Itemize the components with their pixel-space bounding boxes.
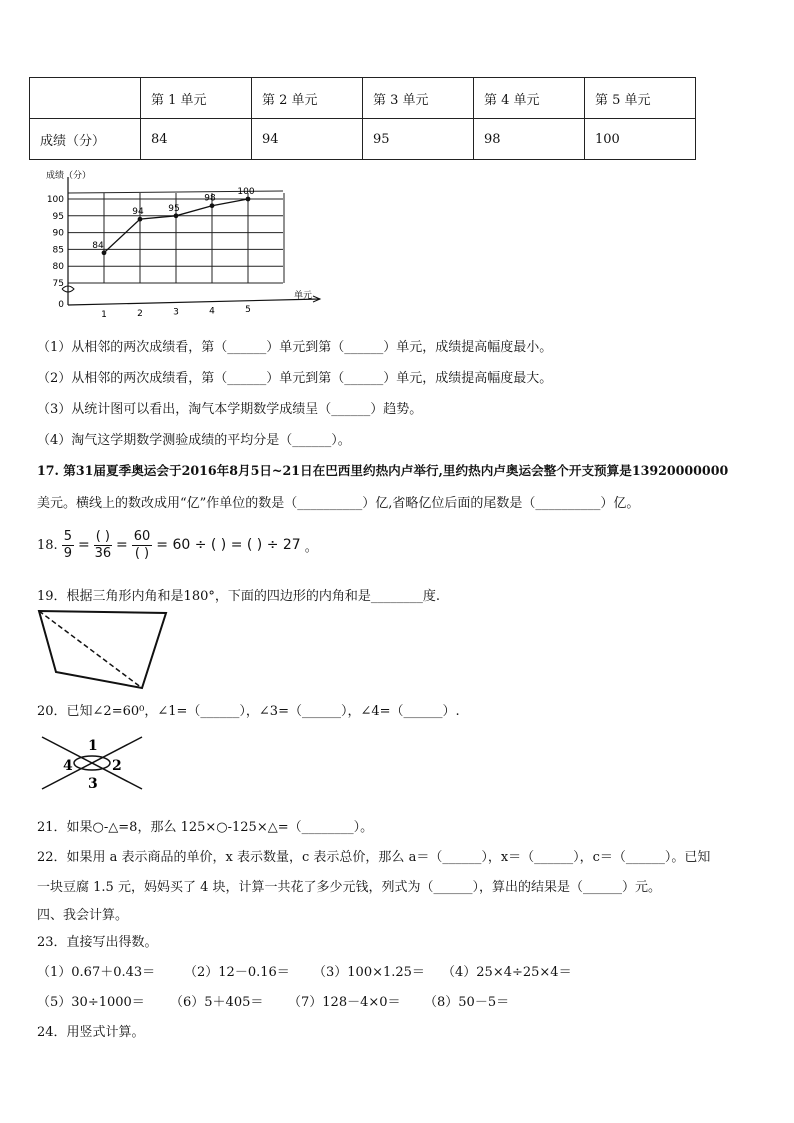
q23-item-4: （4）25×4÷25×4＝ [442,965,572,980]
q23-item-5: （5）30÷1000＝ [37,995,145,1010]
q24-title: 24．用竖式计算。 [37,1025,145,1040]
q16-sub2: （2）从相邻的两次成绩看，第（______）单元到第（______）单元，成绩提高幅度最大。 [37,371,553,386]
diagonal-dashed [39,611,142,688]
table-row [30,119,696,160]
equals-sign: = [77,537,90,553]
q23-item-8: （8）50－5＝ [424,995,510,1010]
x-tick-label: 3 [173,307,179,318]
y-tick-label: 80 [52,262,64,273]
x-tick-label: 2 [137,308,143,319]
chart-axes [47,177,320,320]
angle-label-1: 1 [88,738,98,754]
data-point [102,250,107,255]
y-tick-label: 0 [58,300,64,310]
data-label: 84 [92,240,104,251]
chart-marks [92,187,255,255]
data-label: 94 [132,207,144,218]
y-axis-label: 成绩（分） [46,171,92,181]
table-cell: 84 [141,119,252,160]
q23-item-3: （3）100×1.25＝ [313,965,425,980]
x-axis [68,299,320,305]
fraction-numerator: 60 [133,528,151,544]
y-tick-label: 75 [52,279,64,289]
equals-sign: = [115,537,128,553]
data-point [174,213,179,218]
q23-title: 23．直接写出得数。 [37,935,158,950]
angle-figure [38,733,148,793]
angle-label-2: 2 [112,758,122,774]
score-line-chart [28,165,338,325]
y-tick-label: 100 [46,195,64,205]
q17-line1: 17. 第31届夏季奥运会于2016年8月5日~21日在巴西里约热内卢举行,里约热内卢奥运会整个开支预算是13920000000 [37,463,729,478]
q16-sub4: （4）淘气这学期数学测验成绩的平均分是（______）。 [37,433,351,448]
table-cell: 94 [252,119,363,160]
angle-label-3: 3 [88,776,98,792]
fraction [62,529,74,562]
table-cell [30,78,141,119]
table-cell: 100 [585,119,696,160]
q23-item-6: （6）5＋405＝ [170,995,264,1010]
table-header-cell: 第 3 单元 [363,78,474,119]
q23-item-2: （2）12－0.16＝ [184,965,290,980]
fraction-denominator: ( ) [134,545,150,561]
q18-end: 。 [304,539,318,555]
q23-item-7: （7）128－4×0＝ [288,995,401,1010]
quadrilateral [39,611,166,688]
q16-sub1: （1）从相邻的两次成绩看，第（______）单元到第（______）单元，成绩提高幅度最小。 [37,340,553,355]
angle-label-4: 4 [63,758,73,774]
q18-equation [37,525,318,565]
data-point [210,203,215,208]
fraction-numerator: 5 [63,528,72,544]
fraction-denominator: 9 [63,545,72,561]
table-row-label: 成绩（分） [30,119,141,160]
data-label: 98 [204,193,216,204]
q20-text: 20．已知∠2=60⁰，∠1=（______），∠3=（______），∠4=（______）. [37,704,460,719]
section-heading: 四、我会计算。 [37,908,129,923]
fraction-denominator: 36 [94,545,112,561]
table-header-cell: 第 5 单元 [585,78,696,119]
table-header-row [30,78,696,119]
x-tick-label: 4 [209,306,215,317]
x-tick-label: 1 [101,310,107,320]
q17-line2: 美元。横线上的数改成用“亿”作单位的数是（__________）亿,省略亿位后面的尾数是（__________）亿。 [37,496,640,511]
data-point [138,217,143,222]
q21-text: 21．如果○-△=8，那么 125×○-125×△=（________）。 [37,820,374,835]
q19-text: 19．根据三角形内角和是180°，下面的四边形的内角和是________度. [37,589,440,604]
fraction [132,529,153,562]
data-point [246,197,251,202]
fraction-numerator: ( ) [95,528,110,544]
table-cell: 95 [363,119,474,160]
q22-line1: 22．如果用 a 表示商品的单价，x 表示数量，c 表示总价，那么 a＝（______），x＝（______），c＝（______）。已知 [37,850,711,865]
y-tick-label: 90 [52,228,64,239]
table-header-cell: 第 1 单元 [141,78,252,119]
table-header-cell: 第 4 单元 [474,78,585,119]
q23-item-1: （1）0.67＋0.43＝ [37,965,156,980]
x-axis-label: 单元 [294,291,313,301]
fraction [94,529,112,562]
q18-tail: = 60 ÷ ( ) = ( ) ÷ 27 [156,537,301,553]
q22-line2: 一块豆腐 1.5 元，妈妈买了 4 块，计算一共花了多少元钱，列式为（______），算出的结果是（______）元。 [37,880,661,895]
score-table [29,77,696,160]
quadrilateral-figure [36,608,170,692]
y-tick-label: 85 [52,245,64,256]
x-tick-label: 5 [245,305,251,316]
table-cell: 98 [474,119,585,160]
data-label: 95 [168,203,180,214]
data-label: 100 [237,187,255,197]
q16-sub3: （3）从统计图可以看出，淘气本学期数学成绩呈（______）趋势。 [37,402,423,417]
table-header-cell: 第 2 单元 [252,78,363,119]
y-tick-label: 95 [52,211,64,222]
q18-number: 18. [37,537,58,553]
